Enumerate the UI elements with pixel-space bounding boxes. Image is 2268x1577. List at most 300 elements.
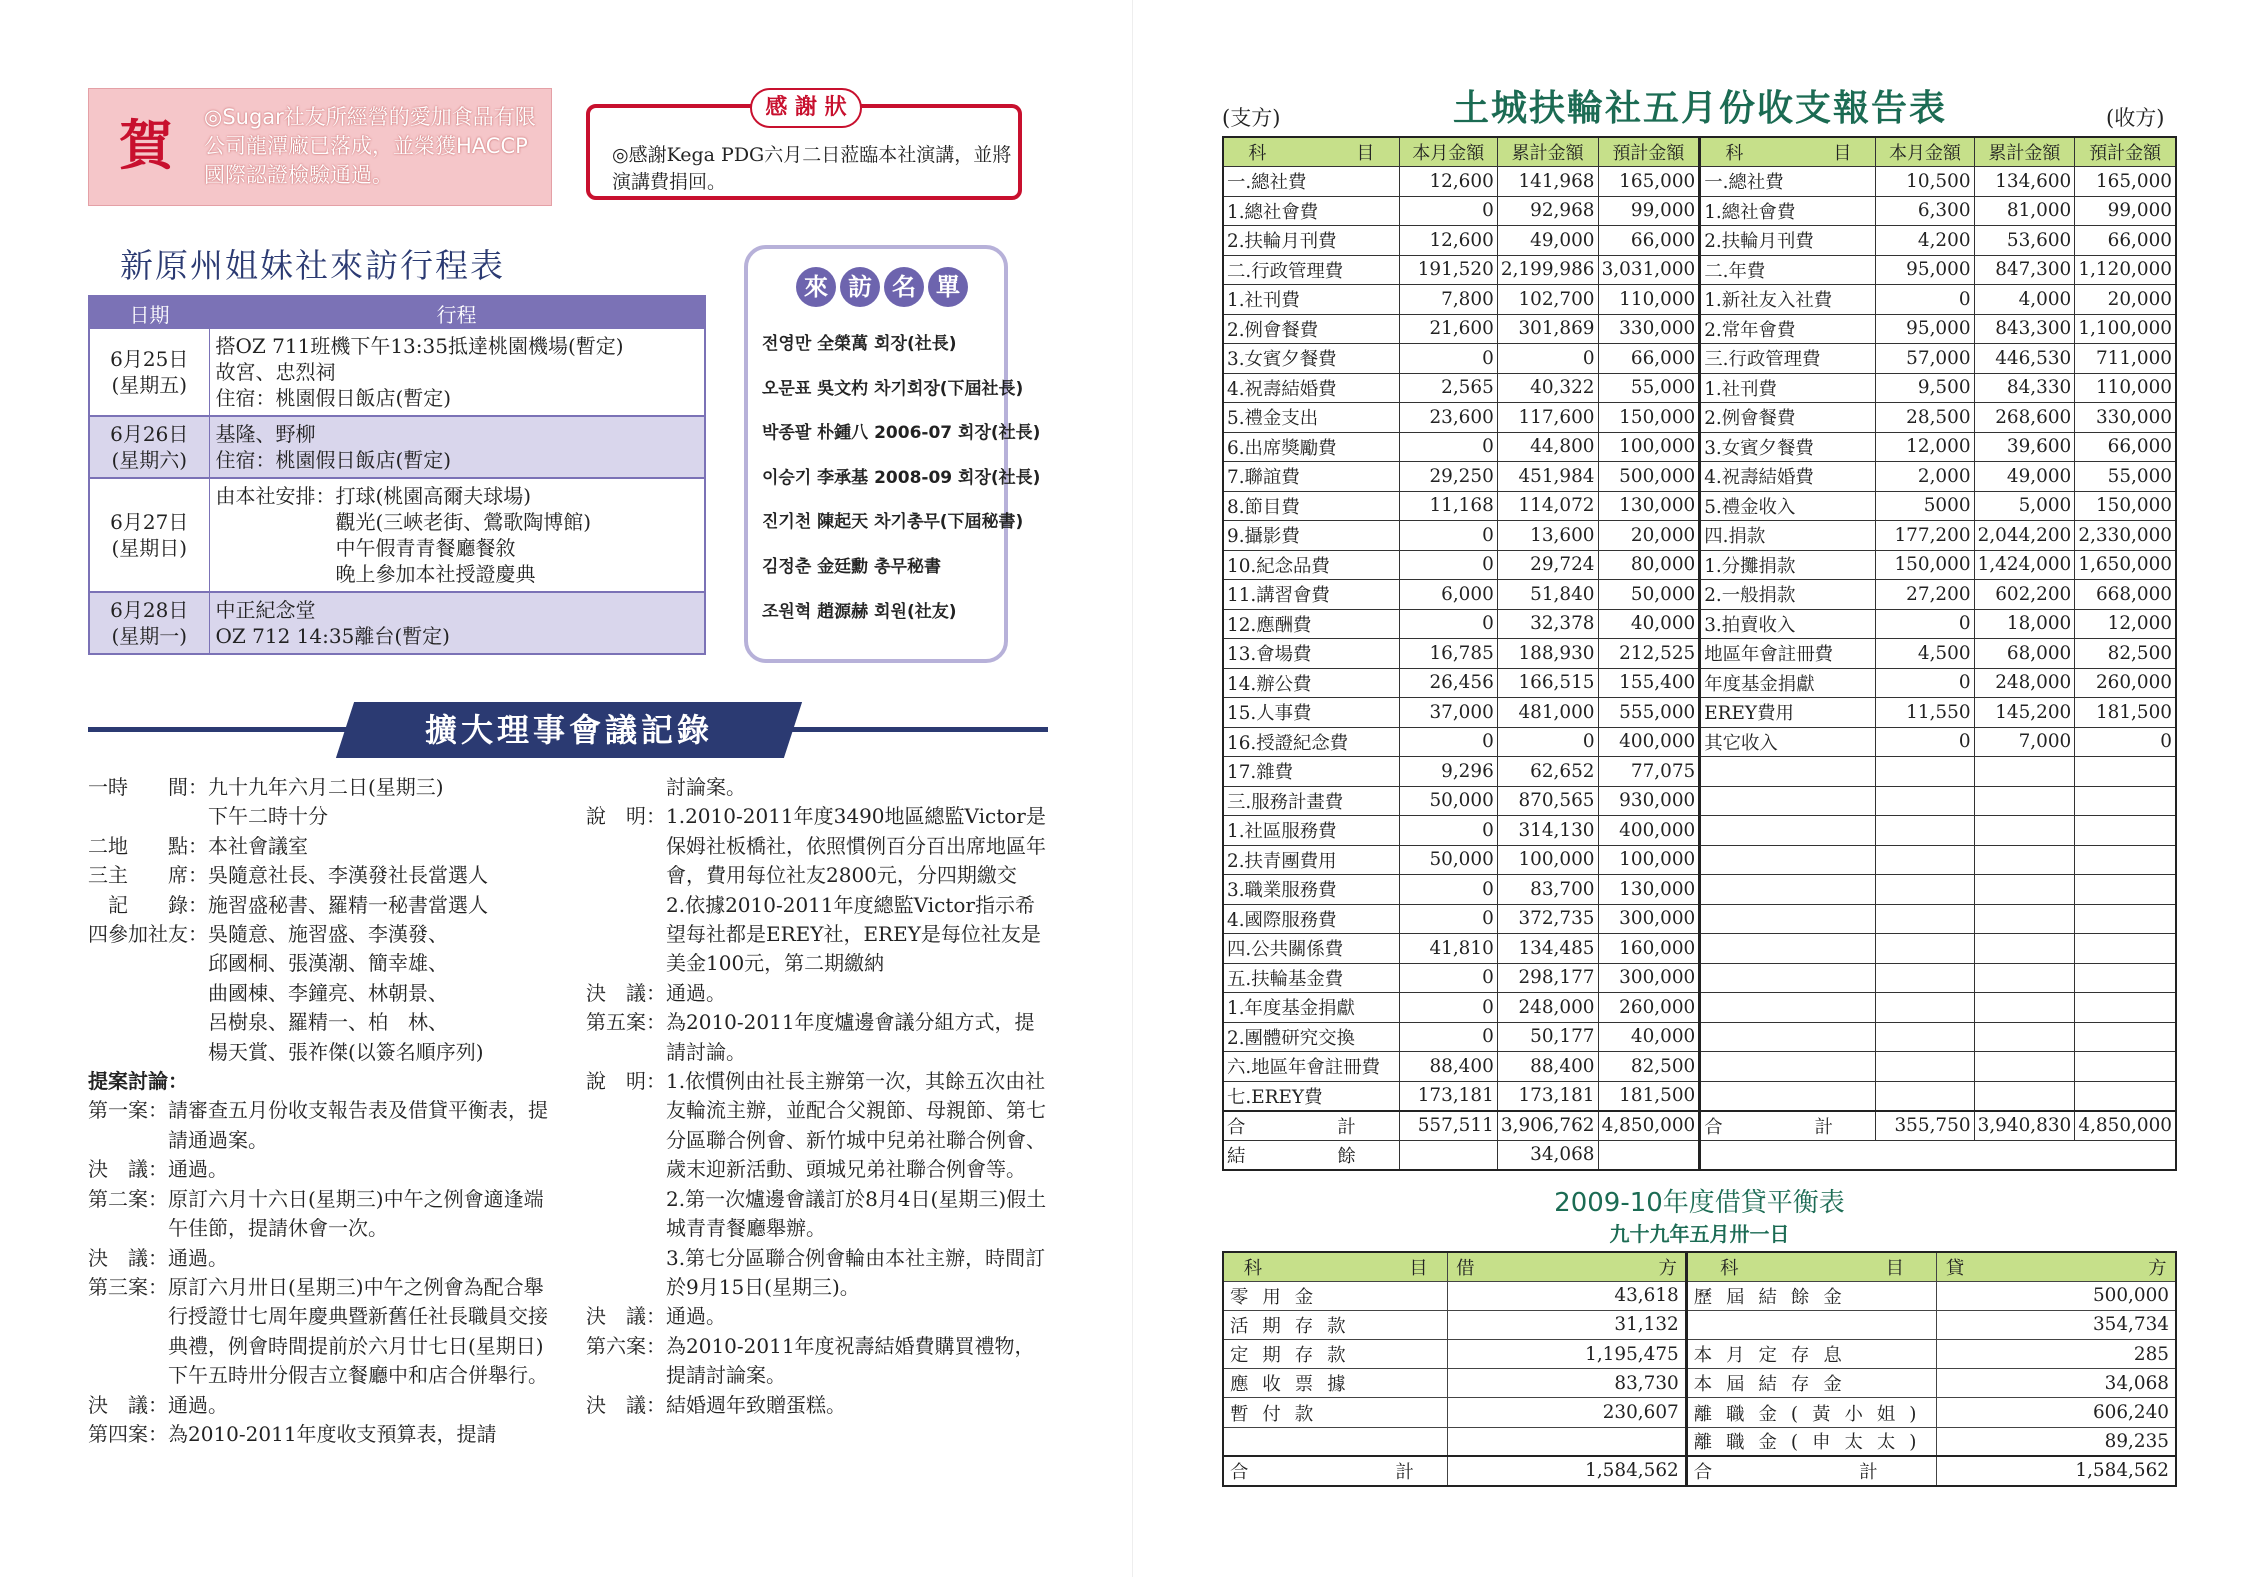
balance-cell: 離職金(申太太) — [1686, 1427, 1937, 1456]
minutes-label: 說 明： — [586, 1069, 666, 1094]
report-cell: 66,000 — [1598, 226, 1700, 256]
report-cell: 53,600 — [1974, 226, 2075, 256]
schedule-line: 故宮、忠烈祠 — [215, 360, 336, 384]
minutes-text: 吳隨意社長、李漢發社長當選人 — [208, 863, 488, 888]
balance-cell: 34,068 — [1937, 1369, 2176, 1398]
report-row — [1223, 373, 2176, 403]
report-cell: 2.一般捐款 — [1700, 580, 1876, 610]
report-header-cell: 預計金額 — [1598, 137, 1700, 167]
report-cell: 88,400 — [1399, 1052, 1497, 1082]
report-cell — [2075, 875, 2176, 905]
report-cell: 40,322 — [1497, 373, 1598, 403]
minutes-text: 原訂六月卅日(星期三)中午之例會為配合舉行授證廿七周年慶典暨新舊任社長職員交接典禮，例會時間提前於六月廿七日(星期日)下午五時卅分假吉立餐廳中和店合併舉行。 — [168, 1274, 548, 1388]
balance-header-row — [1223, 1252, 2176, 1281]
minutes-row — [586, 1067, 1048, 1185]
report-cell: 合 計 — [1700, 1111, 1876, 1141]
schedule-line: 中午假青青餐廳餐敘 — [215, 536, 516, 560]
report-cell: 4,850,000 — [2075, 1111, 2176, 1141]
balance-cell: 89,235 — [1937, 1427, 2176, 1456]
report-row — [1223, 403, 2176, 433]
report-cell: 400,000 — [1598, 816, 1700, 846]
report-cell: 2,000 — [1876, 462, 1974, 492]
report-cell: 446,530 — [1974, 344, 2075, 374]
minutes-label: 第一案： — [88, 1098, 168, 1123]
report-cell: 0 — [1399, 344, 1497, 374]
report-cell: 3,940,830 — [1974, 1111, 2075, 1141]
report-row — [1223, 1022, 2176, 1052]
minutes-row — [88, 1067, 558, 1096]
minutes-text: 1.2010-2011年度3490地區總監Victor是保姆社板橋社，依照慣例百分百出席地區年會，費用每位社友2800元，分四期繳交 — [666, 804, 1046, 888]
minutes-row — [586, 1302, 1048, 1331]
minutes-text: 請審查五月份收支報告表及借貸平衡表，提請通過案。 — [168, 1098, 548, 1152]
report-cell — [1700, 786, 1876, 816]
report-cell: 14.辦公費 — [1223, 668, 1399, 698]
report-cell: 40,000 — [1598, 1022, 1700, 1052]
report-cell — [1876, 816, 1974, 846]
visit-schedule-table — [88, 295, 706, 655]
report-cell: 0 — [1399, 993, 1497, 1023]
report-cell — [2075, 757, 2176, 787]
report-cell: 0 — [1399, 196, 1497, 226]
congrats-box — [88, 88, 552, 206]
visit-schedule-title: 新原州姐妹社來訪行程表 — [120, 246, 505, 285]
minutes-label: 一時 間： — [88, 775, 208, 799]
report-cell: 12,000 — [2075, 609, 2176, 639]
balance-cell: 1,195,475 — [1448, 1340, 1686, 1369]
report-cell — [2075, 816, 2176, 846]
report-row — [1223, 255, 2176, 285]
balance-cell: 定期存款 — [1223, 1340, 1448, 1369]
report-cell: 92,968 — [1497, 196, 1598, 226]
report-cell: 49,000 — [1974, 462, 2075, 492]
minutes-text: 2.依據2010-2011年度總監Victor指示希望每社都是EREY社，EREY是每位社友是美金100元，第二期繳納 — [666, 892, 1041, 976]
report-cell: 165,000 — [1598, 167, 1700, 197]
balance-cell: 暫付款 — [1223, 1398, 1448, 1427]
report-header-cell: 本月金額 — [1876, 137, 1974, 167]
minutes-row — [88, 861, 558, 890]
report-cell — [1876, 875, 1974, 905]
report-cell: 330,000 — [2075, 403, 2176, 433]
minutes-label: 二地 點： — [88, 833, 208, 858]
balance-title: 2009-10年度借貸平衡表 — [1554, 1188, 1845, 1218]
thanks-badge: 感 謝 狀 — [750, 88, 862, 128]
report-cell: 0 — [1399, 727, 1497, 757]
thanks-box — [586, 95, 1022, 200]
report-cell — [1700, 875, 1876, 905]
schedule-line: 觀光(三峽老街、鶯歌陶博館) — [215, 510, 592, 534]
minutes-label: 決 議： — [88, 1392, 168, 1417]
report-cell: 年度基金捐獻 — [1700, 668, 1876, 698]
report-cell: 3.女賓夕餐費 — [1223, 344, 1399, 374]
report-cell: 298,177 — [1497, 963, 1598, 993]
report-row — [1223, 580, 2176, 610]
report-cell: 1.社刊費 — [1223, 285, 1399, 315]
report-cell: 2.團體研究交換 — [1223, 1022, 1399, 1052]
balance-header-cell: 科 目 — [1686, 1252, 1937, 1281]
balance-cell: 應收票據 — [1223, 1369, 1448, 1398]
report-cell: 355,750 — [1876, 1111, 1974, 1141]
report-cell: 102,700 — [1497, 285, 1598, 315]
report-cell: 1.社刊費 — [1700, 373, 1876, 403]
report-cell — [1700, 904, 1876, 934]
report-cell: 80,000 — [1598, 550, 1700, 580]
report-cell: 55,000 — [2075, 462, 2176, 492]
balance-cell: 活期存款 — [1223, 1310, 1448, 1339]
report-cell: 地區年會註冊費 — [1700, 639, 1876, 669]
report-cell: 268,600 — [1974, 403, 2075, 433]
schedule-detail — [209, 329, 705, 416]
report-cell: 68,000 — [1974, 639, 2075, 669]
visitor-header-char: 名 — [884, 267, 924, 307]
report-cell: 0 — [1399, 432, 1497, 462]
minutes-label: 第五案： — [586, 1010, 666, 1035]
schedule-detail — [209, 592, 705, 654]
report-cell: 110,000 — [1598, 285, 1700, 315]
schedule-line: OZ 712 14:35離台(暫定) — [215, 624, 450, 648]
report-cell: 4.國際服務費 — [1223, 904, 1399, 934]
minutes-text: 1.依慣例由社長主辦第一次，其餘五次由社友輪流主辦，並配合父親節、母親節、第七分區聯合例會、新竹城中兒弟社聯合例會、歲末迎新活動、頭城兄弟社聯合例會等。 — [666, 1069, 1046, 1182]
minutes-text: 原訂六月十六日(星期三)中午之例會適逢端午佳節，提請休會一次。 — [168, 1186, 544, 1241]
report-cell — [1974, 934, 2075, 964]
report-cell — [2075, 786, 2176, 816]
balance-cell: 43,618 — [1448, 1281, 1686, 1310]
report-cell: 2.扶輪月刊費 — [1700, 226, 1876, 256]
report-cell: 0 — [1497, 344, 1598, 374]
report-cell: 134,485 — [1497, 934, 1598, 964]
report-cell: 一.總社費 — [1700, 167, 1876, 197]
report-cell: 1.總社會費 — [1223, 196, 1399, 226]
report-row — [1223, 521, 2176, 551]
visitor-header-char: 來 — [796, 267, 836, 307]
schedule-date: 6月28日 (星期一) — [89, 592, 209, 654]
schedule-row — [89, 329, 705, 416]
minutes-label: 決 議： — [88, 1157, 168, 1182]
schedule-detail — [209, 416, 705, 478]
visitor-list-header — [796, 267, 968, 307]
report-cell — [1974, 1022, 2075, 1052]
report-cell: 62,652 — [1497, 757, 1598, 787]
report-cell: 40,000 — [1598, 609, 1700, 639]
report-balance-row — [1223, 1140, 2176, 1170]
schedule-row — [89, 592, 705, 654]
visitor-list-box — [744, 245, 1041, 663]
report-cell: 500,000 — [1598, 462, 1700, 492]
balance-cell: 零用金 — [1223, 1281, 1448, 1310]
report-cell: 37,000 — [1399, 698, 1497, 728]
report-row — [1223, 904, 2176, 934]
minutes-row — [586, 802, 1048, 890]
report-cell — [2075, 1022, 2176, 1052]
report-cell: 177,200 — [1876, 521, 1974, 551]
minutes-row — [88, 920, 558, 1067]
report-cell: 57,000 — [1876, 344, 1974, 374]
report-cell: 150,000 — [1598, 403, 1700, 433]
report-cell: 29,250 — [1399, 462, 1497, 492]
report-cell: 0 — [1876, 609, 1974, 639]
report-cell: 12,600 — [1399, 167, 1497, 197]
minutes-text — [188, 1067, 558, 1096]
report-cell — [1876, 845, 1974, 875]
report-cell: 10.紀念品費 — [1223, 550, 1399, 580]
report-cell: 481,000 — [1497, 698, 1598, 728]
visitor-name: 김정춘 金廷勳 총무秘書 — [762, 556, 941, 577]
visitor-name: 조원혁 趙源赫 회원(社友) — [762, 601, 957, 622]
meeting-column-1 — [88, 773, 558, 1449]
report-row — [1223, 639, 2176, 669]
report-cell: 10,500 — [1876, 167, 1974, 197]
report-cell: 6.出席獎勵費 — [1223, 432, 1399, 462]
report-cell: 七.EREY費 — [1223, 1081, 1399, 1111]
report-cell: 5.禮金支出 — [1223, 403, 1399, 433]
report-cell — [1399, 1140, 1497, 1170]
report-cell — [1974, 1052, 2075, 1082]
report-cell: 2,565 — [1399, 373, 1497, 403]
report-cell — [1876, 1022, 1974, 1052]
report-cell: 其它收入 — [1700, 727, 1876, 757]
report-cell: 0 — [1876, 668, 1974, 698]
report-row — [1223, 757, 2176, 787]
report-cell: 130,000 — [1598, 875, 1700, 905]
report-cell: 7,000 — [1974, 727, 2075, 757]
report-cell: 26,456 — [1399, 668, 1497, 698]
report-cell: 150,000 — [1876, 550, 1974, 580]
balance-cell: 31,132 — [1448, 1310, 1686, 1339]
report-cell: 7.聯誼費 — [1223, 462, 1399, 492]
schedule-line: 住宿：桃園假日飯店(暫定) — [215, 386, 452, 410]
balance-row — [1223, 1427, 2176, 1456]
report-cell: 二.年費 — [1700, 255, 1876, 285]
report-row — [1223, 934, 2176, 964]
report-cell: 一.總社費 — [1223, 167, 1399, 197]
report-cell — [1700, 1081, 1876, 1111]
report-cell — [1700, 1140, 2176, 1170]
report-cell: 117,600 — [1497, 403, 1598, 433]
report-cell: 2,330,000 — [2075, 521, 2176, 551]
report-cell: 173,181 — [1497, 1081, 1598, 1111]
report-cell — [1974, 1081, 2075, 1111]
report-cell — [1974, 786, 2075, 816]
report-cell: 50,000 — [1399, 786, 1497, 816]
balance-row — [1223, 1310, 2176, 1339]
report-cell: 5000 — [1876, 491, 1974, 521]
report-cell — [1700, 816, 1876, 846]
report-cell: 0 — [1399, 963, 1497, 993]
minutes-label: 決 議： — [586, 980, 666, 1005]
report-cell: 0 — [1399, 550, 1497, 580]
schedule-line: 搭OZ 711班機下午13:35抵達桃園機場(暫定) — [215, 334, 624, 358]
report-cell: EREY費用 — [1700, 698, 1876, 728]
report-row — [1223, 226, 2176, 256]
report-cell — [1876, 757, 1974, 787]
report-cell: 2,044,200 — [1974, 521, 2075, 551]
balance-header-cell: 貸 方 — [1937, 1252, 2176, 1281]
balance-cell — [1448, 1427, 1686, 1456]
income-expense-table — [1222, 136, 2177, 1171]
visitor-list — [762, 329, 1041, 641]
report-cell: 21,600 — [1399, 314, 1497, 344]
report-row — [1223, 432, 2176, 462]
report-cell: 130,000 — [1598, 491, 1700, 521]
report-row — [1223, 727, 2176, 757]
report-cell — [1876, 993, 1974, 1023]
report-row — [1223, 550, 2176, 580]
report-cell: 451,984 — [1497, 462, 1598, 492]
minutes-row — [88, 1096, 558, 1155]
report-cell: 0 — [1399, 816, 1497, 846]
report-cell: 39,600 — [1974, 432, 2075, 462]
report-cell: 173,181 — [1399, 1081, 1497, 1111]
minutes-text: 通過。 — [666, 980, 726, 1005]
report-cell: 602,200 — [1974, 580, 2075, 610]
report-cell: 66,000 — [2075, 226, 2176, 256]
balance-cell: 1,584,562 — [1937, 1456, 2176, 1485]
report-header-cell: 科 目 — [1700, 137, 1876, 167]
report-cell: 166,515 — [1497, 668, 1598, 698]
report-cell: 0 — [1399, 521, 1497, 551]
report-cell: 16,785 — [1399, 639, 1497, 669]
balance-cell: 285 — [1937, 1340, 2176, 1369]
minutes-label: 第四案： — [88, 1421, 168, 1446]
report-cell: 3.職業服務費 — [1223, 875, 1399, 905]
minutes-text: 為2010-2011年度祝壽結婚費購買禮物，提請討論案。 — [666, 1333, 1035, 1388]
report-cell: 300,000 — [1598, 904, 1700, 934]
report-cell: 181,500 — [2075, 698, 2176, 728]
balance-cell: 606,240 — [1937, 1398, 2176, 1427]
report-cell: 6,000 — [1399, 580, 1497, 610]
balance-cell: 合 計 — [1223, 1456, 1448, 1485]
report-cell: 8.節目費 — [1223, 491, 1399, 521]
report-cell: 99,000 — [1598, 196, 1700, 226]
minutes-row — [586, 979, 1048, 1008]
report-cell: 0 — [1399, 904, 1497, 934]
report-cell: 三.服務計畫費 — [1223, 786, 1399, 816]
report-cell: 16.授證紀念費 — [1223, 727, 1399, 757]
report-row — [1223, 285, 2176, 315]
balance-cell — [1686, 1310, 1937, 1339]
report-row — [1223, 963, 2176, 993]
report-cell: 248,000 — [1974, 668, 2075, 698]
report-header-row — [1223, 137, 2176, 167]
report-header-cell: 預計金額 — [2075, 137, 2176, 167]
report-cell — [1974, 963, 2075, 993]
report-cell — [2075, 904, 2176, 934]
report-cell: 114,072 — [1497, 491, 1598, 521]
report-cell: 6,300 — [1876, 196, 1974, 226]
report-cell: 1.總社會費 — [1700, 196, 1876, 226]
report-cell: 4.祝壽結婚費 — [1700, 462, 1876, 492]
report-cell: 1.新社友入社費 — [1700, 285, 1876, 315]
report-cell: 3.女賓夕餐費 — [1700, 432, 1876, 462]
report-cell: 3,031,000 — [1598, 255, 1700, 285]
minutes-row — [88, 1273, 558, 1391]
balance-cell — [1223, 1427, 1448, 1456]
congrats-text: ◎Sugar社友所經營的愛加食品有限公司龍潭廠已落成，並榮獲HACCP國際認證檢驗通過。 — [204, 105, 536, 187]
report-cell — [2075, 993, 2176, 1023]
balance-cell: 354,734 — [1937, 1310, 2176, 1339]
report-cell: 0 — [1876, 727, 1974, 757]
minutes-text: 為2010-2011年度收支預算表，提請 — [168, 1421, 497, 1446]
report-cell: 188,930 — [1497, 639, 1598, 669]
report-cell: 32,378 — [1497, 609, 1598, 639]
report-cell: 0 — [2075, 727, 2176, 757]
report-cell: 83,700 — [1497, 875, 1598, 905]
report-cell — [1974, 816, 2075, 846]
report-cell: 711,000 — [2075, 344, 2176, 374]
report-cell — [2075, 845, 2176, 875]
report-cell: 2,199,986 — [1497, 255, 1598, 285]
report-cell: 99,000 — [2075, 196, 2176, 226]
report-row — [1223, 786, 2176, 816]
minutes-label: 三主 席： — [88, 863, 208, 888]
minutes-label: 提案討論： — [88, 1069, 188, 1094]
report-cell: 84,330 — [1974, 373, 2075, 403]
report-cell: 合 計 — [1223, 1111, 1399, 1141]
minutes-row — [586, 1008, 1048, 1067]
report-cell: 2.例會餐費 — [1700, 403, 1876, 433]
balance-cell: 230,607 — [1448, 1398, 1686, 1427]
report-cell — [1700, 1022, 1876, 1052]
report-cell: 51,840 — [1497, 580, 1598, 610]
minutes-row — [586, 1185, 1048, 1244]
report-cell: 9,500 — [1876, 373, 1974, 403]
report-cell: 11,550 — [1876, 698, 1974, 728]
minutes-text: 施習盛秘書、羅精一秘書當選人 — [208, 892, 488, 917]
meeting-title: 擴大理事會議記錄 — [424, 711, 713, 749]
report-cell: 2.扶青團費用 — [1223, 845, 1399, 875]
balance-cell: 1,584,562 — [1448, 1456, 1686, 1485]
balance-row — [1223, 1369, 2176, 1398]
report-cell — [1974, 904, 2075, 934]
balance-table — [1222, 1251, 2177, 1487]
balance-cell: 83,730 — [1448, 1369, 1686, 1398]
minutes-text: 通過。 — [168, 1245, 228, 1270]
minutes-text: 結婚週年致贈蛋糕。 — [666, 1392, 846, 1417]
minutes-text: 通過。 — [168, 1157, 228, 1182]
report-cell: 11,168 — [1399, 491, 1497, 521]
minutes-row — [88, 1244, 558, 1273]
minutes-label — [586, 773, 666, 802]
report-cell: 0 — [1399, 609, 1497, 639]
report-cell: 11.講習會費 — [1223, 580, 1399, 610]
report-cell: 5.禮金收入 — [1700, 491, 1876, 521]
schedule-date: 6月27日 (星期日) — [89, 478, 209, 592]
balance-cell: 歷屆結餘金 — [1686, 1281, 1937, 1310]
report-cell: 5,000 — [1974, 491, 2075, 521]
balance-row — [1223, 1281, 2176, 1310]
report-cell: 四.捐款 — [1700, 521, 1876, 551]
report-cell: 三.行政管理費 — [1700, 344, 1876, 374]
schedule-row — [89, 478, 705, 592]
schedule-line: 中正紀念堂 — [215, 598, 316, 622]
report-cell: 100,000 — [1497, 845, 1598, 875]
schedule-header-date: 日期 — [89, 296, 209, 329]
report-cell — [2075, 1052, 2176, 1082]
report-cell: 20,000 — [2075, 285, 2176, 315]
minutes-row — [88, 891, 558, 920]
report-row — [1223, 167, 2176, 197]
report-cell: 55,000 — [1598, 373, 1700, 403]
report-cell — [2075, 934, 2176, 964]
visitor-name: 박종팔 朴鍾八 2006-07 회장(社長) — [762, 423, 1041, 444]
report-row — [1223, 1081, 2176, 1111]
minutes-label: 第六案： — [586, 1333, 666, 1358]
balance-cell: 合 計 — [1686, 1456, 1937, 1485]
report-cell: 847,300 — [1974, 255, 2075, 285]
report-cell: 372,735 — [1497, 904, 1598, 934]
report-cell — [1598, 1140, 1700, 1170]
report-cell: 0 — [1876, 285, 1974, 315]
minutes-label: 決 議： — [88, 1245, 168, 1270]
